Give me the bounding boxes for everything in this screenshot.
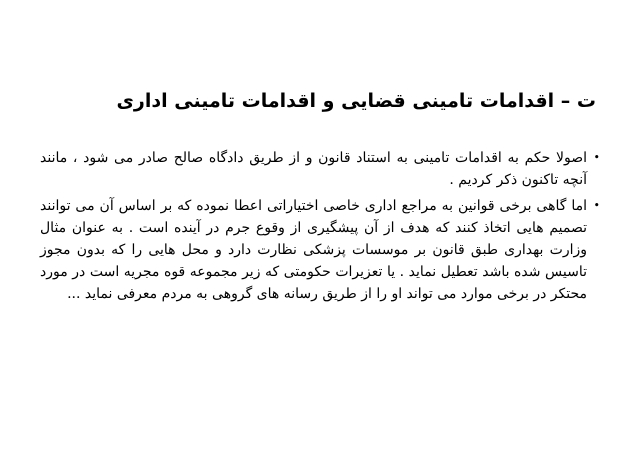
- bullet-list: [40, 147, 600, 309]
- bullet-dot-icon: •: [593, 151, 600, 164]
- bullet-item-2: [40, 195, 600, 305]
- bullet-dot-icon: •: [593, 199, 600, 212]
- bullet-text-1: اصولا حکم به اقدامات تامینی به استناد قانون و از طریق دادگاه صالح صادر می شود ، مانند آنچه تاکنون ذکر کردیم .: [40, 150, 587, 188]
- bullet-item-1: [40, 147, 600, 191]
- bullet-text-2: اما گاهی برخی قوانین به مراجع اداری خاصی اختیاراتی اعطا نموده که بر اساس آن می توانند تصمیم هایی اتخاذ کنند که هدف از آن پیشگیری از وقوع جرم در آینده است . به عنوان مثال وزارت بهداری طبق قانون بر موسسات پزشکی نظارت دارد و محل هایی را که بدون مجوز تاسیس شده باشد تعطیل نماید . یا تعزیرات حکومتی که زیر مجموعه قوه مجریه است در مورد محتکر در برخی موارد می تواند او را از طریق رسانه های گروهی به مردم معرفی نماید ...: [40, 198, 587, 302]
- slide-title: ت – اقدامات تامینی قضایی و اقدامات تامینی اداری: [116, 90, 596, 112]
